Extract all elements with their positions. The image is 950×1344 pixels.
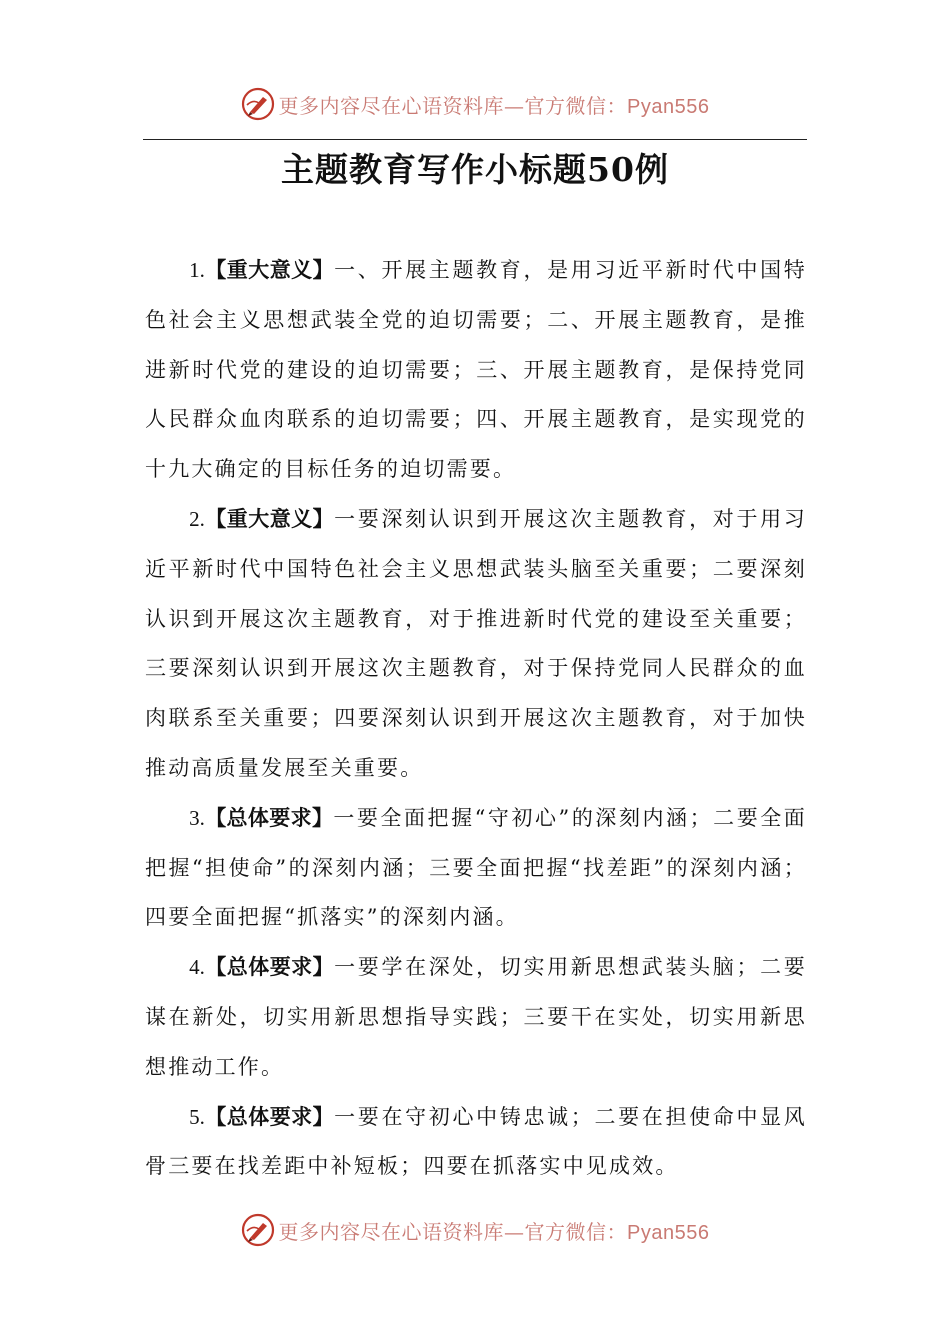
header-divider <box>143 139 807 140</box>
item-tag: 【总体要求】 <box>204 955 335 980</box>
pen-logo-icon <box>241 1213 275 1247</box>
item-tag: 【重大意义】 <box>204 506 335 531</box>
header-banner <box>0 84 950 124</box>
item-text: 一要全面把握“守初心”的深刻内涵；二要全面把握“担使命”的深刻内涵；三要全面把握“找差距”的深刻内涵；四要全面把握“抓落实”的深刻内涵。 <box>145 805 808 930</box>
document-body <box>145 246 807 1192</box>
wechat-id: Pyan556 <box>627 95 710 118</box>
footer-banner <box>0 1210 950 1250</box>
list-item <box>145 495 807 794</box>
item-text: 一要在守初心中铸忠诚；二要在担使命中显风骨三要在找差距中补短板；四要在抓落实中见成效。 <box>145 1104 808 1179</box>
item-text: 一要学在深处，切实用新思想武装头脑；二要谋在新处，切实用新思想指导实践；三要干在实处，切实用新思想推动工作。 <box>145 955 808 1079</box>
wechat-id: Pyan556 <box>627 1221 710 1244</box>
list-item <box>145 943 807 1092</box>
item-number: 1. <box>189 258 205 282</box>
pen-logo-icon <box>241 87 275 121</box>
item-number: 2. <box>189 506 205 531</box>
item-number: 4. <box>189 955 205 980</box>
item-tag: 【重大意义】 <box>204 258 335 282</box>
item-number: 3. <box>189 805 205 830</box>
item-number: 5. <box>189 1104 205 1129</box>
item-text: 一、开展主题教育，是用习近平新时代中国特色社会主义思想武装全党的迫切需要；二、开展主题教育，是推进新时代党的建设的迫切需要；三、开展主题教育，是保持党同人民群众血肉联系的迫切需要；四、开展主题教育，是实现党的十九大确定的目标任务的迫切需要。 <box>145 258 808 482</box>
item-tag: 【总体要求】 <box>204 1104 335 1129</box>
item-text: 一要深刻认识到开展这次主题教育，对于用习近平新时代中国特色社会主义思想武装头脑至关重要；二要深刻认识到开展这次主题教育，对于推进新时代党的建设至关重要；三要深刻认识到开展这次主题教育，对于保持党同人民群众的血肉联系至关重要；四要深刻认识到开展这次主题教育，对于加快推动高质量发展至关重要。 <box>145 506 808 780</box>
page-title: 主题教育写作小标题50例 <box>281 150 669 189</box>
list-item <box>145 1093 807 1193</box>
banner-text: 更多内容尽在心语资料库—官方微信：Pyan556 <box>278 93 710 118</box>
item-tag: 【总体要求】 <box>204 805 334 830</box>
list-item <box>145 246 807 495</box>
banner-text: 更多内容尽在心语资料库—官方微信：Pyan556 <box>278 1219 710 1244</box>
list-item <box>145 794 807 943</box>
